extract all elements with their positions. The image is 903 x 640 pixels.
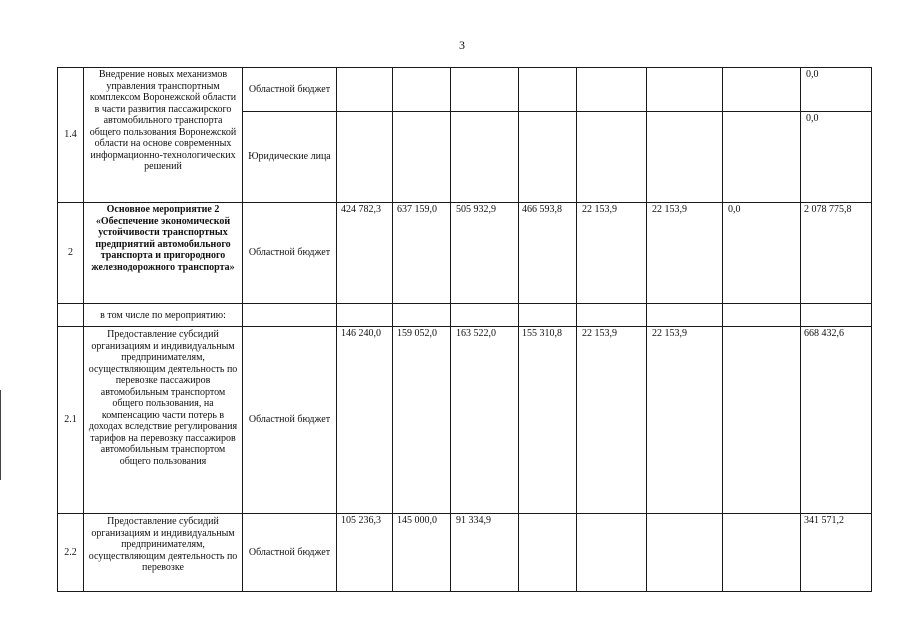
value-cell: 466 593,8 (518, 202, 577, 304)
table-cell (392, 67, 451, 112)
table-cell (800, 303, 872, 327)
funding-source-cell: Областной бюджет (242, 202, 337, 304)
subsection-label: в том числе по мероприятию: (83, 303, 243, 327)
activity-name-2-2: Предоставление субсидий организациям и индивидуальным предпринимателям, осуществляющим деятельность по перевозке (83, 513, 243, 592)
value-cell (722, 513, 801, 592)
value-cell: 105 236,3 (336, 513, 393, 592)
funding-source-cell: Областной бюджет (242, 513, 337, 592)
table-cell (450, 111, 519, 203)
value-cell: 146 240,0 (336, 326, 393, 514)
value-cell (722, 326, 801, 514)
table-cell (450, 303, 519, 327)
table-cell (518, 111, 577, 203)
activity-name-2: Основное мероприятие 2 «Обеспечение экономической устойчивости транспортных предприятий автомобильного транспорта и пригородного железнодорожного транспорта» (83, 202, 243, 304)
table-cell (392, 111, 451, 203)
table-cell (576, 111, 647, 203)
table-cell (518, 303, 577, 327)
total-cell: 0,0 (800, 67, 872, 112)
value-cell: 22 153,9 (646, 202, 723, 304)
table-cell (576, 67, 647, 112)
table-cell (646, 67, 723, 112)
total-cell: 668 432,6 (800, 326, 872, 514)
table-cell (722, 67, 801, 112)
value-cell (518, 513, 577, 592)
value-cell: 155 310,8 (518, 326, 577, 514)
activity-name-2-1: Предоставление субсидий организациям и индивидуальным предпринимателям, осуществляющим деятельность по перевозке пассажиров автомобильным транспортом общего пользования, на компенсацию части потерь в доходах вследствие регулирования тарифов на перевозку пассажиров автомобильным транспортом общего пользования (83, 326, 243, 514)
value-cell: 159 052,0 (392, 326, 451, 514)
value-cell: 637 159,0 (392, 202, 451, 304)
row-number-2: 2 (57, 202, 84, 304)
value-cell: 424 782,3 (336, 202, 393, 304)
table-cell (336, 111, 393, 203)
value-cell (576, 513, 647, 592)
funding-source-cell: Областной бюджет (242, 67, 337, 112)
value-cell: 163 522,0 (450, 326, 519, 514)
funding-source-cell: Юридические лица (242, 111, 337, 203)
value-cell: 91 334,9 (450, 513, 519, 592)
table-cell (576, 303, 647, 327)
total-cell: 341 571,2 (800, 513, 872, 592)
value-cell: 22 153,9 (576, 326, 647, 514)
row-number-1-4: 1.4 (57, 67, 84, 203)
row-number-2-2: 2.2 (57, 513, 84, 592)
value-cell: 145 000,0 (392, 513, 451, 592)
value-cell: 0,0 (722, 202, 801, 304)
table-cell (336, 303, 393, 327)
table-cell (450, 67, 519, 112)
table-cell (646, 111, 723, 203)
table-cell (392, 303, 451, 327)
table-cell (722, 303, 801, 327)
table-cell (722, 111, 801, 203)
row-number-2-1: 2.1 (57, 326, 84, 514)
value-cell: 505 932,9 (450, 202, 519, 304)
total-cell: 2 078 775,8 (800, 202, 872, 304)
value-cell: 22 153,9 (646, 326, 723, 514)
table-cell (646, 303, 723, 327)
table-cell (242, 303, 337, 327)
page-number: 3 (459, 38, 465, 52)
value-cell: 22 153,9 (576, 202, 647, 304)
table-cell (336, 67, 393, 112)
value-cell (646, 513, 723, 592)
funding-source-cell: Областной бюджет (242, 326, 337, 514)
activity-name-1-4: Внедрение новых механизмов управления транспортным комплексом Воронежской области в части развития пассажирского автомобильного транспорта общего пользования Воронежской области на основе современных информационно-технологических решений (83, 67, 243, 203)
table-cell (518, 67, 577, 112)
total-cell: 0,0 (800, 111, 872, 203)
table-cell (57, 303, 84, 327)
